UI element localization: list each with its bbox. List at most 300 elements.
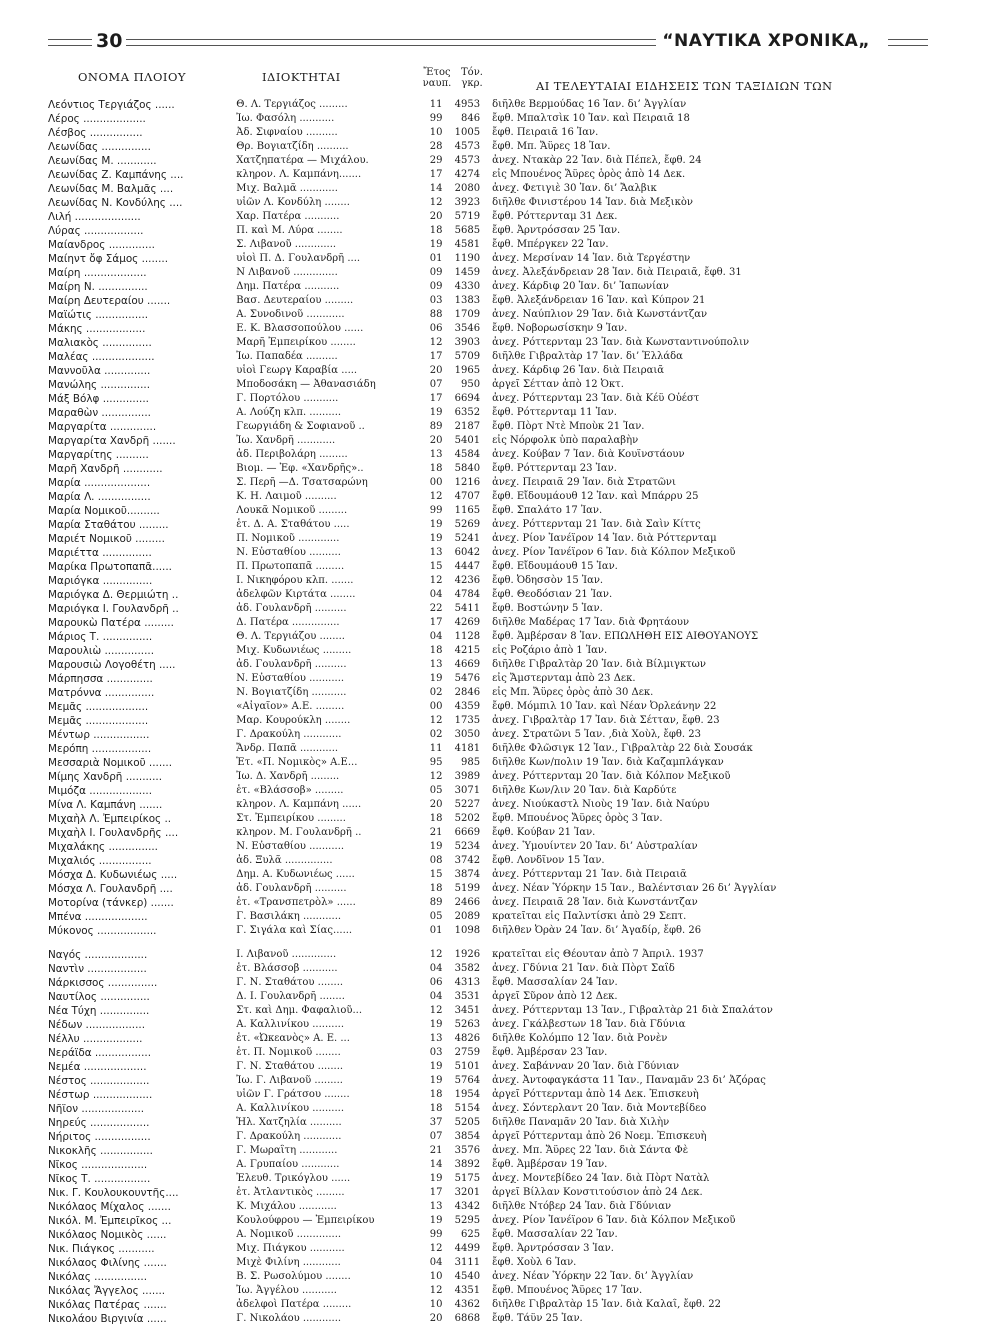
table-row xyxy=(48,1270,948,1284)
ship-owner: Ι. Νικηφόρου κλπ. ....... xyxy=(236,575,354,586)
ship-name: Μιμόζα ................... xyxy=(48,785,153,797)
latest-news: ἔφθ. Πειραιᾶ 16 Ἰαν. xyxy=(492,127,599,138)
tonnage: 4313 xyxy=(454,977,481,988)
ship-owner: Ἰω. Γ. Λιβανοῦ ......... xyxy=(236,1075,343,1086)
ship-name: Μόσχα Λ. Γουλανδρῆ .... xyxy=(48,883,173,895)
table-row xyxy=(48,308,948,322)
latest-news: διῆλθε Κων/πολιν 19 Ἰαν. διὰ Καζαμπλάγκαν xyxy=(492,757,724,768)
latest-news: ἀνεχ. Μερσίναν 14 Ἰαν. διὰ Τεργέστην xyxy=(492,253,691,264)
table-row xyxy=(48,686,948,700)
table-row xyxy=(48,238,948,252)
year-built: 18 xyxy=(429,645,443,656)
ship-name: Μαίρη Ν. ............... xyxy=(48,281,148,293)
latest-news: ἀνεχ. Κάρδιφ 20 Ἰαν. δι’ Ἰαπωνίαν xyxy=(492,281,669,292)
ship-name: Νικολάου Βιργινία ...... xyxy=(48,1313,167,1325)
ship-owner: Β. Σ. Ρωσολύμου ........ xyxy=(236,1271,351,1282)
ship-owner: Μιχ. Πιάγκου ........... xyxy=(236,1243,345,1254)
ship-owner: Ν. Εὐσταθίου ........... xyxy=(236,673,345,684)
table-row xyxy=(48,476,948,490)
latest-news: ἀνεχ. Ὑμουίντεν 20 Ἰαν. δι’ Αὐστραλίαν xyxy=(492,841,698,852)
ship-name: Μαριόγκα Δ. Θερμιώτη .. xyxy=(48,589,179,601)
latest-news: ἀνεχ. Ντακὰρ 22 Ἰαν. διὰ Πέπελ, ἔφθ. 24 xyxy=(492,155,702,166)
table-row xyxy=(48,714,948,728)
tonnage: 3892 xyxy=(454,1159,481,1170)
tonnage: 1216 xyxy=(454,477,481,488)
table-row xyxy=(48,1144,948,1158)
latest-news: ἔφθ. Μόμπιλ 10 Ἰαν. καὶ Νέαν Ὀρλεάνην 22 xyxy=(492,701,717,712)
tonnage: 2187 xyxy=(454,421,481,432)
ship-owner: Βιομ. — Ἐφ. «Χανδρῆς».. xyxy=(236,463,364,474)
table-row xyxy=(48,1298,948,1312)
table-row xyxy=(48,168,948,182)
ship-owner: ἀδ. Ξυλᾶ ............... xyxy=(236,855,333,866)
table-row xyxy=(48,462,948,476)
table-row xyxy=(48,1284,948,1298)
table-row xyxy=(48,1256,948,1270)
ship-name: Μύκονος .................. xyxy=(48,925,157,937)
tonnage: 4181 xyxy=(454,743,481,754)
table-row xyxy=(48,560,948,574)
latest-news: ἀνεχ. Ρόττερνταμ 21 Ἰαν. διὰ Πειραιᾶ xyxy=(492,869,687,880)
tonnage: 2759 xyxy=(454,1047,481,1058)
ship-name: Νικ. Γ. Κουλουκουντῆς.... xyxy=(48,1187,179,1199)
ship-name: Νηρεύς .................. xyxy=(48,1117,150,1129)
ship-owner: Α. Γρυπαίου ............ xyxy=(236,1159,340,1170)
table-row xyxy=(48,1116,948,1130)
ship-owner: υἱῶν Λ. Κονδύλη ........ xyxy=(236,197,350,208)
latest-news: διῆλθε Γιβραλτὰρ 15 Ἰαν. διὰ Καλαΐ, ἔφθ. 22 xyxy=(492,1299,721,1310)
tonnage: 5685 xyxy=(454,225,481,236)
table-row xyxy=(48,1102,948,1116)
year-built: 14 xyxy=(429,183,443,194)
latest-news: ἀνεχ. Νέαν Ὑόρκην 22 Ἰαν. δι’ Ἀγγλίαν xyxy=(492,1271,694,1282)
year-built: 09 xyxy=(429,267,443,278)
ship-name: Μαρουλιὼ ............... xyxy=(48,645,154,657)
year-built: 01 xyxy=(429,253,443,264)
table-row xyxy=(48,420,948,434)
tonnage: 5709 xyxy=(454,351,481,362)
ship-owner: Γ. Μωραΐτη ............ xyxy=(236,1145,338,1156)
year-built: 18 xyxy=(429,813,443,824)
ship-owner: υἱοὶ Π. Δ. Γουλανδρῆ .... xyxy=(236,253,361,264)
ship-owner: ἀδ. Γουλανδρῆ .......... xyxy=(236,603,347,614)
tonnage: 4362 xyxy=(454,1299,481,1310)
year-built: 28 xyxy=(429,141,443,152)
ship-name: Μαρία .................... xyxy=(48,477,151,489)
latest-news: ἔφθ. Ρόττερνταμ 23 Ἰαν. xyxy=(492,463,617,474)
ship-name: Μιχαλάκης ............... xyxy=(48,841,158,853)
tonnage: 4269 xyxy=(454,617,481,628)
tonnage: 5101 xyxy=(454,1061,481,1072)
ship-owner: Α. Συνοδινοῦ ............ xyxy=(236,309,345,320)
year-built: 06 xyxy=(429,977,443,988)
table-row xyxy=(48,378,948,392)
ship-name: Ναγός ................... xyxy=(48,949,148,961)
ship-name: Νεράϊδα ................. xyxy=(48,1047,152,1059)
ship-name: Νεμέα ................... xyxy=(48,1061,147,1073)
ship-owner: Θ. Λ. Τεργιάζου ........ xyxy=(236,631,345,642)
ship-name: Λιλή .................... xyxy=(48,211,141,223)
ship-name: Μαργαρίτης .......... xyxy=(48,449,149,461)
year-built: 03 xyxy=(429,295,443,306)
latest-news: ἀργεῖ Ρόττερνταμ ἀπὸ 26 Νοεμ. Ἐπισκευὴ xyxy=(492,1131,707,1142)
ship-owner: Α. Καλλινίκου .......... xyxy=(236,1103,345,1114)
tonnage: 4215 xyxy=(454,645,481,656)
ship-name: Μαλέας ................... xyxy=(48,351,155,363)
ship-name: Μιχαὴλ Λ. Ἐμπειρίκος .. xyxy=(48,813,172,825)
table-row xyxy=(48,322,948,336)
year-built: 17 xyxy=(429,169,443,180)
tonnage: 3531 xyxy=(454,991,481,1002)
table-row xyxy=(48,364,948,378)
ship-name: Μίνα Λ. Καμπάνη ....... xyxy=(48,799,163,811)
ship-name: Νῆϊον ................... xyxy=(48,1103,145,1115)
year-built: 15 xyxy=(429,869,443,880)
ship-name: Μαραθὼν ............... xyxy=(48,407,151,419)
ship-name: Μάριος Τ. ............... xyxy=(48,631,153,643)
ship-owner: Κουλούφρου — Ἐμπειρίκου xyxy=(236,1215,375,1226)
ship-name: Μάρπησσα .............. xyxy=(48,673,153,685)
tonnage: 5719 xyxy=(454,211,481,222)
year-built: 89 xyxy=(429,421,443,432)
table-row xyxy=(48,448,948,462)
ship-owner: υἱοὶ Γεωργ Καραβία ..... xyxy=(236,365,358,376)
ship-owner: Δημ. Πατέρα ........... xyxy=(236,281,340,292)
year-built: 11 xyxy=(429,99,443,110)
ship-name: Λεωνίδας Μ. ............ xyxy=(48,155,157,167)
table-row xyxy=(48,98,948,112)
ship-name: Νικόλαος Μίχαλος ....... xyxy=(48,1201,171,1213)
year-built: 12 xyxy=(429,949,443,960)
year-built: 18 xyxy=(429,463,443,474)
table-row xyxy=(48,672,948,686)
ship-name: Νικόλας ................ xyxy=(48,1271,148,1283)
year-built: 89 xyxy=(429,897,443,908)
tonnage: 3989 xyxy=(454,771,481,782)
year-built: 14 xyxy=(429,1159,443,1170)
table-row xyxy=(48,948,948,962)
year-built: 19 xyxy=(429,673,443,684)
tonnage: 4784 xyxy=(454,589,481,600)
ship-owner: Στ. Ἐμπειρίκου ......... xyxy=(236,813,346,824)
latest-news: ἔφθ. Μασσαλίαν 22 Ἰαν. xyxy=(492,1229,618,1240)
latest-news: διῆλθε Φλῶσιγκ 12 Ἰαν., Γιβραλτὰρ 22 διὰ Σουσάκ xyxy=(492,743,753,754)
ship-name: Μαρίκα Πρωτοπαπᾶ...... xyxy=(48,561,172,573)
ship-name: Λέρος ................... xyxy=(48,113,146,125)
latest-news: ἀνεχ. Ρόττερνταμ 21 Ἰαν. διὰ Σαὶν Κίττς xyxy=(492,519,701,530)
tonnage: 3582 xyxy=(454,963,481,974)
tonnage: 6042 xyxy=(454,547,481,558)
year-built: 20 xyxy=(429,211,443,222)
table-row xyxy=(48,196,948,210)
tonnage: 1926 xyxy=(454,949,481,960)
ship-name: Νέδων .................. xyxy=(48,1019,146,1031)
year-built: 19 xyxy=(429,1019,443,1030)
ship-owner: Ν Λιβανοῦ .............. xyxy=(236,267,338,278)
tonnage: 4274 xyxy=(454,169,481,180)
ship-name: Μαλιακὸς ............... xyxy=(48,337,152,349)
latest-news: ἔφθ. Ὀδησσὸν 15 Ἰαν. xyxy=(492,575,604,586)
latest-news: ἀνεχ. Μοντεβίδεο 24 Ἰαν. διὰ Πὸρτ Νατὰλ xyxy=(492,1173,710,1184)
ship-name: Μάξ Βόλφ .............. xyxy=(48,393,149,405)
table-row xyxy=(48,756,948,770)
tonnage: 3576 xyxy=(454,1145,481,1156)
year-built: 15 xyxy=(429,561,443,572)
table-row xyxy=(48,1060,948,1074)
year-built: 99 xyxy=(429,1229,443,1240)
table-row xyxy=(48,770,948,784)
ship-owner: Α. Λούζη κλπ. .......... xyxy=(236,407,342,418)
ship-name: Μαριόγκα Ι. Γουλανδρῆ .. xyxy=(48,603,179,615)
table-row xyxy=(48,1074,948,1088)
year-built: 19 xyxy=(429,1075,443,1086)
column-header-latest-news: ΑΙ ΤΕΛΕΥΤΑΙΑΙ ΕΙΔΗΣΕΙΣ ΤΩΝ ΤΑΞΙΔΙΩΝ ΤΩΝ xyxy=(536,79,833,93)
table-row xyxy=(48,434,948,448)
ship-owner: κληρον. Μ. Γουλανδρῆ .. xyxy=(236,827,362,838)
table-row xyxy=(48,924,948,938)
ship-owner: Δημ. Α. Κυδωνιέως ...... xyxy=(236,869,355,880)
ship-owner: Μαρῆ Ἐμπειρίκου ........ xyxy=(236,337,356,348)
latest-news: ἀνεχ. Πειραιᾶ 29 Ἰαν. διὰ Στρατῶνι xyxy=(492,477,676,488)
tonnage: 2846 xyxy=(454,687,481,698)
table-row xyxy=(48,1158,948,1172)
year-built: 02 xyxy=(429,687,443,698)
tonnage: 5263 xyxy=(454,1019,481,1030)
ship-owner: ἀδ. Γουλανδρῆ .......... xyxy=(236,659,347,670)
year-built: 22 xyxy=(429,603,443,614)
table-row xyxy=(48,490,948,504)
ship-name: Μιχαλιός ................ xyxy=(48,855,152,867)
ship-owner: ἑτ. Π. Νομικοῦ ........ xyxy=(236,1047,341,1058)
year-built: 12 xyxy=(429,771,443,782)
table-row xyxy=(48,112,948,126)
ship-owner: Γ. Ν. Σταθάτου ........ xyxy=(236,977,344,988)
tonnage: 4707 xyxy=(454,491,481,502)
table-row xyxy=(48,812,948,826)
ship-owner: Χαρ. Πατέρα ........... xyxy=(236,211,340,222)
ship-owner: ἀδ. Γουλανδρῆ .......... xyxy=(236,883,347,894)
table-row xyxy=(48,280,948,294)
tonnage: 1459 xyxy=(454,267,481,278)
year-built: 20 xyxy=(429,799,443,810)
ship-name: Μανώλης ............... xyxy=(48,379,150,391)
ship-name: Μερόπη .................. xyxy=(48,743,152,755)
table-row xyxy=(48,336,948,350)
tonnage: 5234 xyxy=(454,841,481,852)
tonnage: 4359 xyxy=(454,701,481,712)
year-built: 19 xyxy=(429,1061,443,1072)
latest-news: ἔφθ. Ἀμβέρσαν 23 Ἰαν. xyxy=(492,1047,608,1058)
latest-news: ἀνεχ. Πειραιᾶ 28 Ἰαν. διὰ Κωνστάντζαν xyxy=(492,897,698,908)
latest-news: ἀνεχ. Ρίον Ἰανέϊρον 14 Ἰαν. διὰ Ρόττερνταμ xyxy=(492,533,717,544)
ship-owner: Δ. Ι. Γουλανδρῆ ........ xyxy=(236,991,345,1002)
latest-news: ἀνεχ. Νέαν Ὑόρκην 15 Ἰαν., Βαλέντσιαν 26 δι’ Ἀγγλίαν xyxy=(492,883,777,894)
ship-owner: Ἰω. Φασόλη ........... xyxy=(236,113,335,124)
ship-owner: Α. Καλλινίκου .......... xyxy=(236,1019,345,1030)
tonnage: 625 xyxy=(461,1229,481,1240)
ship-name: Ναυτίλος ............... xyxy=(48,991,150,1003)
ship-name: Μέντωρ ................. xyxy=(48,729,150,741)
table-row xyxy=(48,406,948,420)
tonnage: 5840 xyxy=(454,463,481,474)
ship-name: Μαίρη ................... xyxy=(48,267,147,279)
latest-news: ἀνεχ. Κάρδιφ 26 Ἰαν. διὰ Πειραιᾶ xyxy=(492,365,665,376)
year-built: 08 xyxy=(429,855,443,866)
year-built: 10 xyxy=(429,127,443,138)
header-rule-middle xyxy=(126,39,716,46)
ship-name: Νέστωρ .................. xyxy=(48,1089,153,1101)
year-built: 18 xyxy=(429,883,443,894)
year-built: 07 xyxy=(429,379,443,390)
table-row xyxy=(48,1130,948,1144)
tonnage: 5227 xyxy=(454,799,481,810)
tonnage: 4584 xyxy=(454,449,481,460)
ship-name: Νικόλαος Φιλίνης ....... xyxy=(48,1257,167,1269)
year-built: 10 xyxy=(429,1271,443,1282)
year-built: 00 xyxy=(429,477,443,488)
year-built: 99 xyxy=(429,113,443,124)
tonnage: 3923 xyxy=(454,197,481,208)
tonnage: 5401 xyxy=(454,435,481,446)
table-row xyxy=(48,588,948,602)
ship-owner: Μιχ. Βαλμᾶ ............ xyxy=(236,183,338,194)
ship-owner: Σ. Λιβανοῦ ............. xyxy=(236,239,337,250)
year-built: 17 xyxy=(429,351,443,362)
ship-name: Μαριέτ Νομικοῦ ......... xyxy=(48,533,165,545)
tonnage: 6669 xyxy=(454,827,481,838)
latest-news: διῆλθε Γιβραλτὰρ 20 Ἰαν. διὰ Βίλμιγκτων xyxy=(492,659,706,670)
year-built: 20 xyxy=(429,435,443,446)
table-row xyxy=(48,532,948,546)
ship-name: Νάρκισσος ............... xyxy=(48,977,158,989)
year-built: 13 xyxy=(429,547,443,558)
ship-name: Μεσσαριὰ Νομικοῦ ....... xyxy=(48,757,173,769)
latest-news: ἔφθ. Ρόττερνταμ 31 Δεκ. xyxy=(492,211,618,222)
latest-news: διῆλθε Παναμᾶν 20 Ἰαν. διὰ Χιλὴν xyxy=(492,1117,670,1128)
ship-owner: Γ. Βασιλάκη ............ xyxy=(236,911,342,922)
year-built: 10 xyxy=(429,1299,443,1310)
latest-news: εἰς Ἄμστερνταμ ἀπὸ 23 Δεκ. xyxy=(492,673,636,684)
ship-owner: ἑτ. «Τρανσπετρὸλ» ...... xyxy=(236,897,356,908)
ship-owner: ἑτ. «Βλάσσοβ» ......... xyxy=(236,785,344,796)
latest-news: ἀνεχ. Στρατῶνι 5 Ἰαν. ,διὰ Χοὺλ, ἔφθ. 23 xyxy=(492,729,701,740)
table-row xyxy=(48,504,948,518)
year-built: 12 xyxy=(429,1005,443,1016)
table-row xyxy=(48,182,948,196)
year-built: 07 xyxy=(429,1131,443,1142)
year-built: 13 xyxy=(429,1033,443,1044)
latest-news: ἀνεχ. Γκάλβεστων 18 Ἰαν. διὰ Γδύνια xyxy=(492,1019,686,1030)
year-built: 01 xyxy=(429,925,443,936)
year-built: 17 xyxy=(429,617,443,628)
latest-news: διῆλθε Φινιστέρου 14 Ἰαν. διὰ Μεξικὸν xyxy=(492,197,693,208)
ship-owner: Ἀδ. Σιφναίου .......... xyxy=(236,127,338,138)
ship-name: Μαίανδρος .............. xyxy=(48,239,155,251)
tonnage: 4581 xyxy=(454,239,481,250)
ship-owner: ἀδ. Περιβολάρη ......... xyxy=(236,449,348,460)
ship-owner: Μποδοσάκη — Ἀθανασιάδη xyxy=(236,379,376,390)
ship-owner: Γ. Πορτόλου ........... xyxy=(236,393,339,404)
tonnage: 4351 xyxy=(454,1285,481,1296)
tonnage: 3742 xyxy=(454,855,481,866)
ship-owner: κληρον. Λ. Καμπάνη....... xyxy=(236,169,362,180)
ship-owner: Α. Νομικοῦ .............. xyxy=(236,1229,342,1240)
year-built: 12 xyxy=(429,715,443,726)
ship-owner: Ν. Βογιατζίδη ........... xyxy=(236,687,347,698)
year-built: 06 xyxy=(429,323,443,334)
tonnage: 5202 xyxy=(454,813,481,824)
tonnage: 1735 xyxy=(454,715,481,726)
latest-news: ἔφθ. Ἀλεξάνδρειαν 16 Ἰαν. καὶ Κύπρον 21 xyxy=(492,295,706,306)
ship-name: Μαργαρίτα Χανδρῆ ....... xyxy=(48,435,176,447)
year-built: 19 xyxy=(429,533,443,544)
year-built: 11 xyxy=(429,743,443,754)
tonnage: 950 xyxy=(461,379,481,390)
latest-news: διῆλθε Ντόβερ 24 Ἰαν. διὰ Γδύνιαν xyxy=(492,1201,672,1212)
latest-news: εἰς Ροζάριο ἀπὸ 1 Ἰαν. xyxy=(492,645,608,656)
year-built: 20 xyxy=(429,1313,443,1324)
table-row xyxy=(48,1200,948,1214)
ship-owner: ἑτ. Δ. Α. Σταθάτου ..... xyxy=(236,519,350,530)
ship-owner: Ἰω. Παπαδέα .......... xyxy=(236,351,338,362)
ship-name: Λεωνίδας Μ. Βαλμᾶς .... xyxy=(48,183,174,195)
table-row xyxy=(48,1186,948,1200)
ship-table xyxy=(48,98,948,1326)
table-row xyxy=(48,990,948,1004)
year-built: 03 xyxy=(429,1047,443,1058)
ship-owner: Ι. Λιβανοῦ .............. xyxy=(236,949,337,960)
latest-news: ἔφθ. Λονδῖνον 15 Ἰαν. xyxy=(492,855,605,866)
year-built: 12 xyxy=(429,491,443,502)
ship-name: Μαρουσιὼ Λογοθέτη ..... xyxy=(48,659,176,671)
table-row xyxy=(48,742,948,756)
ship-owner: Θρ. Βογιατζίδη .......... xyxy=(236,141,349,152)
tonnage: 3050 xyxy=(454,729,481,740)
tonnage: 4330 xyxy=(454,281,481,292)
year-built: 04 xyxy=(429,589,443,600)
latest-news: ἔφθ. Ἀμβέρσαν 8 Ἰαν. ΕΠΩΛΗΘΗ ΕΙΣ ΑΙΘΟΥΑΝΟΥΣ xyxy=(492,631,759,642)
page-header xyxy=(48,30,928,52)
ship-name: Μιχαὴλ Ι. Γουλανδρῆς .... xyxy=(48,827,179,839)
latest-news: ἔφθ. Θεοδόσιαν 21 Ἰαν. xyxy=(492,589,613,600)
ship-name: Νικόλ. Μ. Ἐμπειρῖκος ... xyxy=(48,1215,172,1227)
table-row xyxy=(48,826,948,840)
ship-owner: Γ. Νικολάου ............ xyxy=(236,1313,342,1324)
tonnage: 3071 xyxy=(454,785,481,796)
latest-news: διῆλθε Γιβραλτὰρ 17 Ἰαν. δι’ Ἑλλάδα xyxy=(492,351,683,362)
latest-news: ἀνεχ. Νιούκαστλ Νιοὺς 19 Ἰαν. διὰ Ναύρυ xyxy=(492,799,710,810)
tonnage: 1098 xyxy=(454,925,481,936)
year-built: 29 xyxy=(429,155,443,166)
latest-news: ἔφθ. Μπ. Ἄϋρες 18 Ἰαν. xyxy=(492,141,611,152)
column-header-owners: ΙΔΙΟΚΤΗΤΑΙ xyxy=(262,70,341,84)
tonnage: 4826 xyxy=(454,1033,481,1044)
ship-owner: Γεωργιάδη & Σοφιανοῦ .. xyxy=(236,421,365,432)
year-built: 13 xyxy=(429,659,443,670)
ship-name: Νέλλυ .................. xyxy=(48,1033,143,1045)
ship-owner: ἀδελφῶν Κιρτάτα ........ xyxy=(236,589,356,600)
ship-name: Μαίρη Δευτεραίου ....... xyxy=(48,295,171,307)
year-built: 20 xyxy=(429,365,443,376)
tonnage: 4953 xyxy=(454,99,481,110)
ship-name: Νῖκος .................... xyxy=(48,1159,148,1171)
latest-news: ἔφθ. Ἀμβέρσαν 19 Ἰαν. xyxy=(492,1159,608,1170)
ship-owner: Π. καὶ Μ. Λύρα ........ xyxy=(236,225,343,236)
ship-name: Μίμης Χανδρῆ ........... xyxy=(48,771,163,783)
ship-owner: Ἄνδρ. Παπᾶ ............ xyxy=(236,743,339,754)
latest-news: διῆλθε Κων/λιν 20 Ἰαν. διὰ Καρδύτε xyxy=(492,785,677,796)
year-built: 13 xyxy=(429,1201,443,1212)
